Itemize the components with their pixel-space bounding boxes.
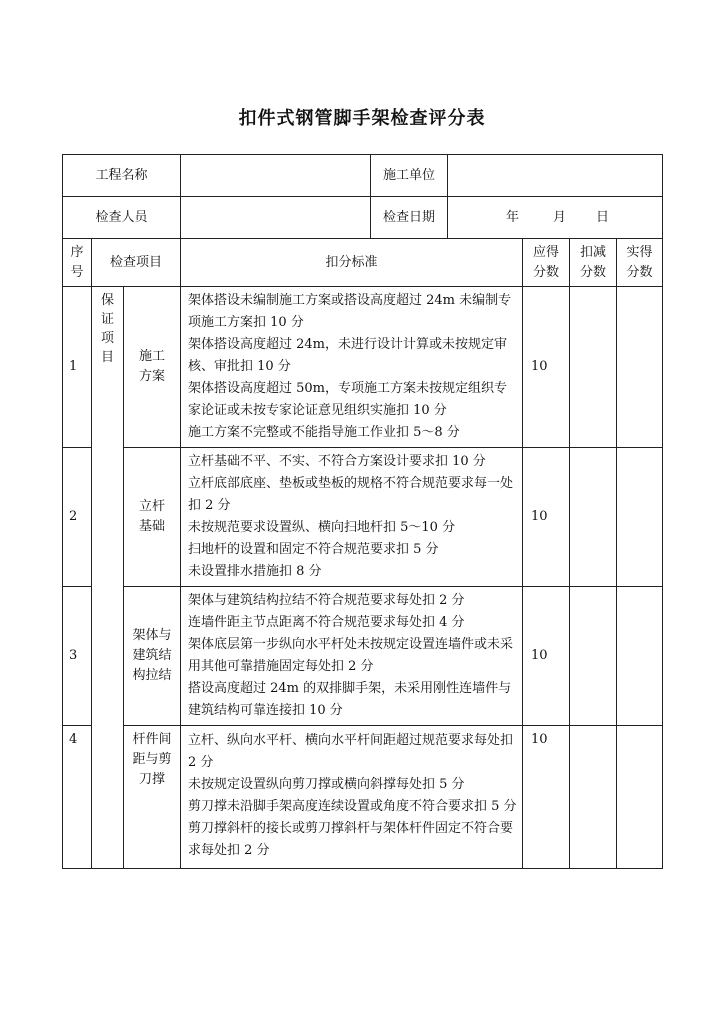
row-should-score: 10 [523, 287, 570, 448]
col-seq-header: 序 号 [63, 239, 92, 287]
row-item: 施工 方案 [124, 287, 181, 448]
unit-label: 施工单位 [371, 155, 448, 197]
inspector-label: 检查人员 [63, 197, 181, 239]
row-standard: 立杆、纵向水平杆、横向水平杆间距超过规范要求每处扣 2 分 未按规定设置纵向剪刀撑或横向斜撑每处扣 5 分 剪刀撑未沿脚手架高度连续设置或角度不符合要求扣 5 分 剪刀撑斜杆的接长或剪刀撑斜杆与架体杆件固定不符合要求每处扣 2 分 [181, 726, 523, 869]
row-seq: 4 [63, 726, 92, 869]
row-actual-score-field[interactable] [617, 587, 663, 726]
unit-value-field[interactable] [448, 155, 663, 197]
column-header-row [63, 239, 663, 287]
date-month: 月 [553, 209, 567, 225]
table-row [63, 587, 663, 726]
table-row [63, 287, 663, 448]
col-deduct-score-header: 扣减 分数 [570, 239, 617, 287]
guarantee-items-label: 保 证 项 目 [92, 287, 124, 869]
row-should-score: 10 [523, 726, 570, 869]
row-item: 架体与 建筑结 构拉结 [124, 587, 181, 726]
col-item-header: 检查项目 [92, 239, 181, 287]
row-seq: 3 [63, 587, 92, 726]
inspection-score-table [62, 154, 663, 869]
date-value-field[interactable] [448, 197, 663, 239]
col-actual-score-header: 实得 分数 [617, 239, 663, 287]
row-item: 立杆 基础 [124, 448, 181, 587]
project-row [63, 155, 663, 197]
row-should-score: 10 [523, 587, 570, 726]
date-day: 日 [596, 209, 610, 225]
row-standard: 架体搭设未编制施工方案或搭设高度超过 24m 未编制专项施工方案扣 10 分 架体搭设高度超过 24m，未进行设计计算或未按规定审核、审批扣 10 分 架体搭设高度超过 50m，专项施工方案未按规定组织专家论证或未按专家论证意见组织实施扣 10 分 施工方案不完整或不能指导施工作业扣 5～8 分 [181, 287, 523, 448]
row-actual-score-field[interactable] [617, 448, 663, 587]
date-label: 检查日期 [371, 197, 448, 239]
row-deduct-score-field[interactable] [570, 287, 617, 448]
inspector-value-field[interactable] [181, 197, 371, 239]
col-standard-header: 扣分标准 [181, 239, 523, 287]
page-title: 扣件式钢管脚手架检查评分表 [238, 108, 486, 129]
row-actual-score-field[interactable] [617, 287, 663, 448]
date-year: 年 [506, 209, 520, 225]
row-deduct-score-field[interactable] [570, 587, 617, 726]
row-deduct-score-field[interactable] [570, 726, 617, 869]
project-value-field[interactable] [181, 155, 371, 197]
row-standard: 立杆基础不平、不实、不符合方案设计要求扣 10 分 立杆底部底座、垫板或垫板的规格不符合规范要求每一处扣 2 分 未按规范要求设置纵、横向扫地杆扣 5～10 分 扫地杆的设置和固定不符合规范要求扣 5 分 未设置排水措施扣 8 分 [181, 448, 523, 587]
row-seq: 1 [63, 287, 92, 448]
row-item: 杆件间 距与剪 刀撑 [124, 726, 181, 869]
project-label: 工程名称 [63, 155, 181, 197]
row-actual-score-field[interactable] [617, 726, 663, 869]
table-row [63, 726, 663, 869]
col-should-score-header: 应得 分数 [523, 239, 570, 287]
row-standard: 架体与建筑结构拉结不符合规范要求每处扣 2 分 连墙件距主节点距离不符合规范要求每处扣 4 分 架体底层第一步纵向水平杆处未按规定设置连墙件或未采用其他可靠措施固定每处扣 2 分 搭设高度超过 24m 的双排脚手架，未采用刚性连墙件与建筑结构可靠连接扣 10 分 [181, 587, 523, 726]
inspector-row [63, 197, 663, 239]
row-deduct-score-field[interactable] [570, 448, 617, 587]
table-row [63, 448, 663, 587]
row-should-score: 10 [523, 448, 570, 587]
row-seq: 2 [63, 448, 92, 587]
